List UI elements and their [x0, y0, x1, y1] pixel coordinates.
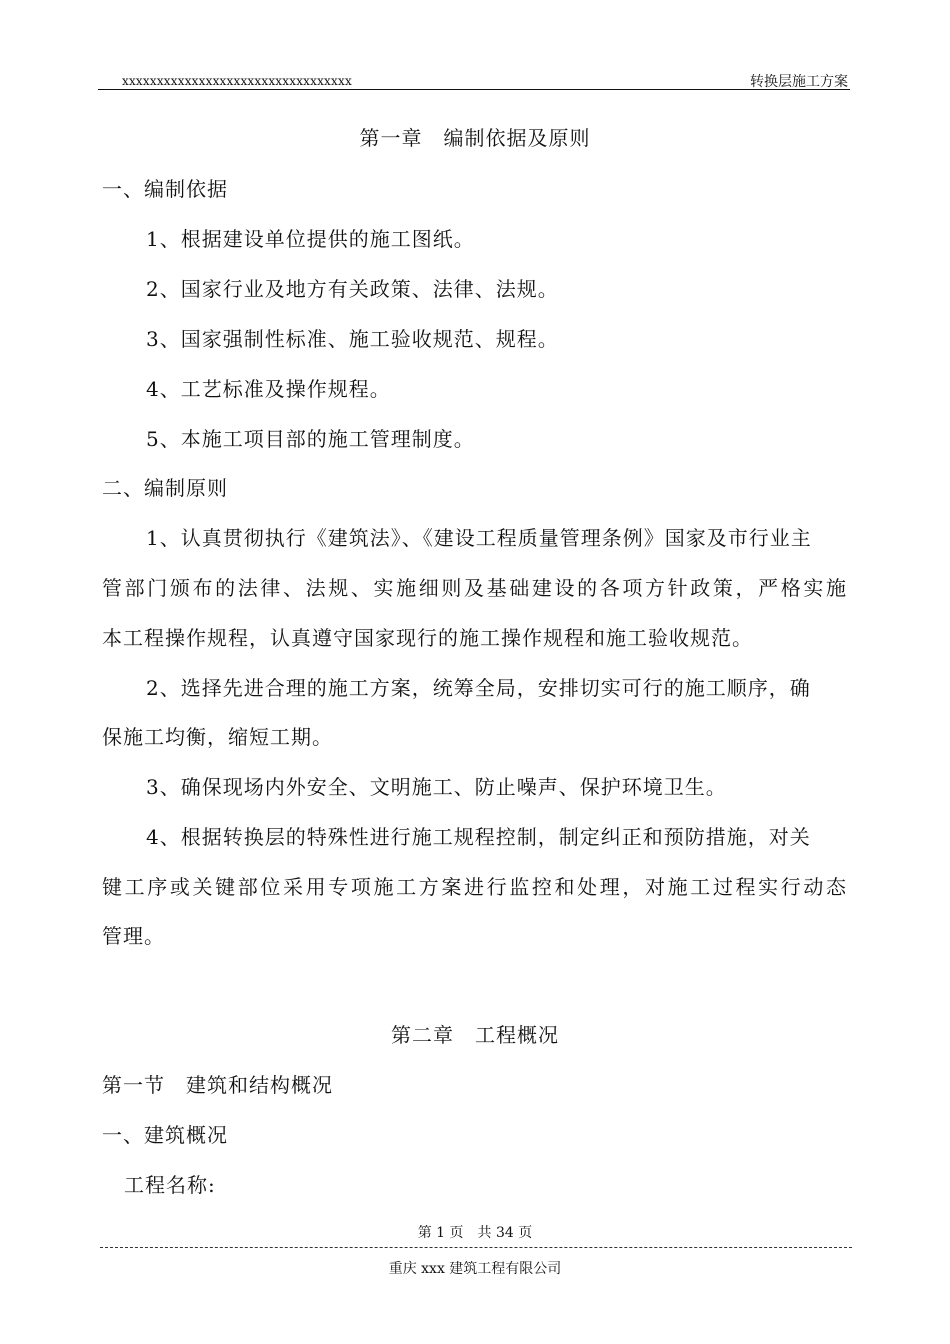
basis-item-4: 4、工艺标准及操作规程。 — [146, 377, 391, 401]
principle-4-line-1: 4、根据转换层的特殊性进行施工规程控制，制定纠正和预防措施，对关 — [146, 825, 811, 849]
basis-item-5: 5、本施工项目部的施工管理制度。 — [146, 427, 475, 451]
chapter-1-title: 第一章 编制依据及原则 — [359, 126, 591, 150]
basis-item-3: 3、国家强制性标准、施工验收规范、规程。 — [146, 327, 559, 351]
section-heading-basis: 一、编制依据 — [102, 177, 228, 201]
principle-1-line-1: 1、认真贯彻执行《建筑法》、《建设工程质量管理条例》国家及市行业主 — [146, 526, 812, 550]
page-header-right: 转换层施工方案 — [750, 74, 848, 90]
page-number: 第 1 页 共 34 页 — [417, 1225, 533, 1241]
header-rule — [98, 89, 850, 90]
principle-2-line-2: 保施工均衡，缩短工期。 — [102, 725, 333, 749]
principle-4-line-3: 管理。 — [102, 924, 165, 948]
section-heading-principles: 二、编制原则 — [102, 476, 228, 500]
basis-item-1: 1、根据建设单位提供的施工图纸。 — [146, 227, 475, 251]
page-header-left: xxxxxxxxxxxxxxxxxxxxxxxxxxxxxxxxx — [122, 74, 352, 88]
project-name-label: 工程名称: — [124, 1173, 216, 1197]
principle-4-line-2: 键工序或关键部位采用专项施工方案进行监控和处理，对施工过程实行动态 — [102, 875, 847, 899]
footer-rule — [100, 1247, 852, 1248]
principle-1-line-2: 管部门颁布的法律、法规、实施细则及基础建设的各项方针政策，严格实施 — [102, 576, 847, 600]
footer-company: 重庆 xxx 建筑工程有限公司 — [388, 1261, 562, 1277]
section-1-title: 第一节 建筑和结构概况 — [102, 1073, 333, 1097]
principle-2-line-1: 2、选择先进合理的施工方案，统筹全局，安排切实可行的施工顺序，确 — [146, 676, 811, 700]
principle-3-line-1: 3、确保现场内外安全、文明施工、防止噪声、保护环境卫生。 — [146, 775, 727, 799]
principle-1-line-3: 本工程操作规程，认真遵守国家现行的施工操作规程和施工验收规范。 — [102, 626, 753, 650]
chapter-2-title: 第二章 工程概况 — [391, 1023, 559, 1047]
basis-item-2: 2、国家行业及地方有关政策、法律、法规。 — [146, 277, 559, 301]
subsection-heading-architecture: 一、建筑概况 — [102, 1123, 228, 1147]
